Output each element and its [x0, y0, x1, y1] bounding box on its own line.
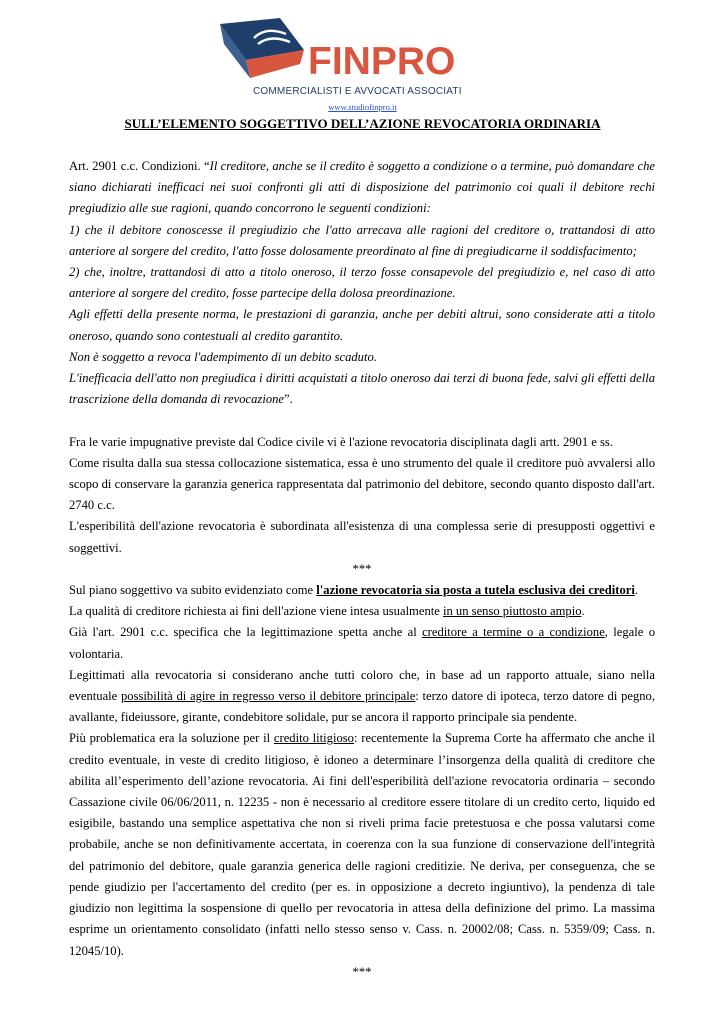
article-paragraph-4	[69, 347, 655, 368]
article-item-2	[69, 262, 655, 304]
paragraph-3: L'esperibilità dell'azione revocatoria è subordinata all'esistenza di una complessa serie di presupposti oggettivi e soggettivi.	[69, 519, 655, 555]
paragraph-6	[69, 622, 655, 664]
section-separator-end: ***	[352, 964, 372, 979]
letterhead	[0, 12, 725, 112]
article-item-1-text: 1) che il debitore conoscesse il pregiudizio che l'atto arrecava alle ragioni del creditore o, trattandosi di atto anteriore al sorgere del credito, l'atto fosse dolosamente preordinato al fine di pregiudicarne il soddisfacimento;	[69, 222, 655, 258]
spacer	[69, 410, 655, 431]
article-paragraph-5-text: L'inefficacia dell'atto non pregiudica i diritti acquistati a titolo oneroso dai terzi di buona fede, salvi gli effetti della trascrizione della domanda di revocazione	[69, 371, 655, 407]
paragraph-7-text: Legittimati alla revocatoria si considerano anche tutti coloro che, in base ad un rapporto attuale, siano nella eventuale	[69, 667, 655, 704]
brand-tagline: COMMERCIALISTI E AVVOCATI ASSOCIATI	[253, 86, 462, 97]
paragraph-1: Fra le varie impugnative previste dal Codice civile vi è l'azione revocatoria disciplinata dagli artt. 2901 e ss.	[69, 434, 613, 449]
document-title: SULL’ELEMENTO SOGGETTIVO DELL’AZIONE REVOCATORIA ORDINARIA	[124, 116, 601, 131]
article-text: Il creditore, anche se il credito è soggetto a condizione o a termine, può domandare che siano dichiarati inefficaci nei suoi confronti gli atti di disposizione del patrimonio coi quali il debitore rechi pregiudizio alle sue ragioni, quando concorrono le seguenti condizioni:	[69, 159, 655, 216]
paragraph-7	[69, 665, 655, 729]
paragraph-5-emphasis: in un senso piuttosto ampio	[442, 604, 582, 619]
article-item-2-text: 2) che, inoltre, trattandosi di atto a titolo oneroso, il terzo fosse consapevole del pregiudizio e, nel caso di atto anteriore al sorgere del credito, fosse partecipe della dolosa preordinazione.	[69, 265, 655, 301]
article-item-1	[69, 220, 655, 262]
article-suffix: ”.	[284, 392, 293, 407]
paragraph-6-emphasis: creditore a termine o a condizione	[422, 625, 605, 640]
paragraph-6-end: , legale o volontaria.	[69, 625, 656, 661]
article-paragraph-3	[69, 304, 655, 346]
document-body	[69, 156, 655, 983]
article-quote	[69, 156, 655, 220]
paragraph-7-emphasis: possibilità di agire in regresso verso il debitore principale	[121, 689, 416, 704]
article-paragraph-4-text: Non è soggetto a revoca l'adempimento di un debito scaduto.	[69, 349, 377, 364]
paragraph-5-text: La qualità di creditore richiesta ai fini dell'azione viene intesa usualmente	[69, 604, 443, 619]
brand-name: FINPRO	[308, 40, 456, 83]
finpro-logo-icon	[216, 16, 308, 82]
paragraph-5	[69, 601, 655, 622]
paragraph-7-end: : terzo datore di ipoteca, terzo datore di pegno, avallante, fideiussore, girante, condebitore solidale, pur se ancora il rapporto principale sia pendente.	[69, 689, 656, 725]
article-paragraph-5	[69, 368, 655, 410]
paragraph-4-end: .	[634, 583, 638, 598]
paragraph-8-end: : recentemente la Suprema Corte ha affermato che anche il credito eventuale, in veste di credito litigioso, è idoneo a determinare l’insorgenza della qualità di creditore che abilita all’esperimento dell’azione revocatoria. Ai fini dell'esperibilità dell'azione revocatoria ordinaria – secondo Cassazione civile 06/06/2011, n. 12235 - non è necessario al creditore essere titolare di un credito certo, liquido ed esigibile, bastando una semplice aspettativa che non si riveli prima facie pretestuosa e che possa valutarsi come probabile, anche se non definitivamente accertata, in coerenza con la sua funzione di conservazione dell'integrità del patrimonio del debitore, quale garanzia generica delle ragioni creditizie. Ne deriva, per conseguenza, che se pende giudizio per l'accertamento del credito (per es. in opposizione a decreto ingiuntivo), la pendenza di tale giudizio non legittima la sospensione di quello per revocatoria in attesa della definizione del primo. La massima esprime un orientamento consolidato (infatti nello stesso senso v. Cass. n. 20002/08; Cass. n. 5359/09; Cass. n. 12045/10).	[69, 731, 655, 958]
article-prefix: Art. 2901 c.c. Condizioni. “	[69, 159, 210, 173]
paragraph-4	[69, 580, 655, 601]
section-separator: ***	[352, 561, 372, 576]
paragraph-8-emphasis: credito litigioso	[273, 731, 354, 746]
paragraph-5-end: .	[581, 604, 585, 619]
paragraph-2: Come risulta dalla sua stessa collocazione sistematica, essa è uno strumento del quale il creditore può avvalersi allo scopo di conservare la garanzia generica rappresentata dal patrimonio del debitore, secondo quanto disposto dall'art. 2740 c.c.	[69, 455, 655, 513]
paragraph-8-text: Più problematica era la soluzione per il	[69, 731, 274, 746]
website-link[interactable]: www.studiofinpro.it	[328, 102, 397, 112]
paragraph-6-text: Già l'art. 2901 c.c. specifica che la legittimazione spetta anche al	[69, 625, 423, 640]
article-paragraph-3-text: Agli effetti della presente norma, le prestazioni di garanzia, anche per debiti altrui, sono considerate atti a titolo oneroso, quando sono contestuali al credito garantito.	[69, 307, 655, 343]
paragraph-4-text: Sul piano soggettivo va subito evidenziato come	[69, 583, 317, 598]
paragraph-8	[69, 728, 655, 961]
paragraph-4-emphasis: l'azione revocatoria sia posta a tutela esclusiva dei creditori	[316, 583, 635, 598]
